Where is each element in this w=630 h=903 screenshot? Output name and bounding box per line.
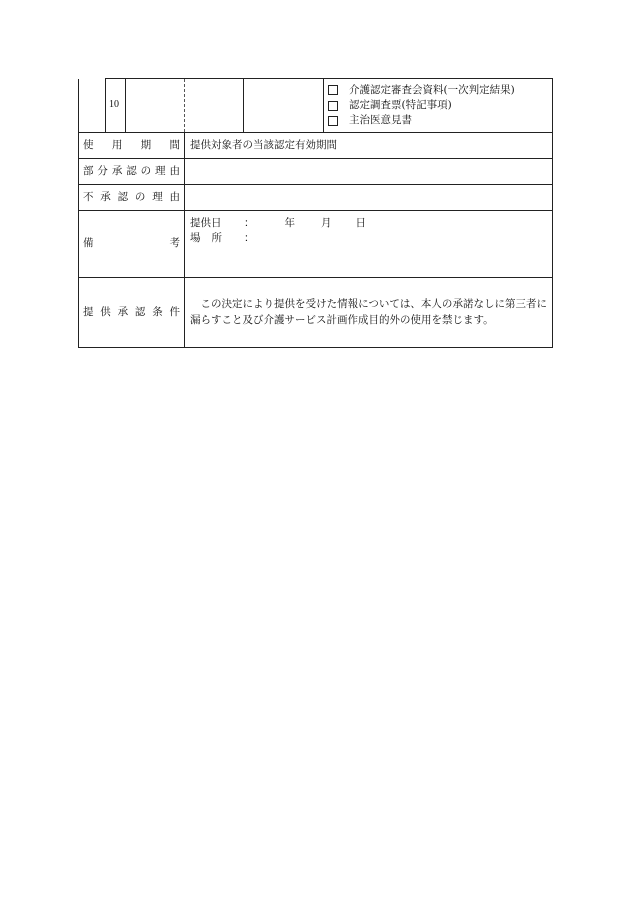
- usage-period-value: 提供対象者の当該認定有効期間: [185, 133, 553, 159]
- disclosure-approval-form: [78, 78, 553, 348]
- document-label: 介護認定審査会資料(一次判定結果): [349, 83, 515, 96]
- partial-approval-reason-value: [185, 159, 553, 185]
- row-approval-conditions: [79, 278, 553, 348]
- row-remarks: [79, 211, 553, 278]
- provision-date-label: 提供日: [190, 217, 222, 229]
- row-partial-approval-reason: [79, 159, 553, 185]
- row-number: 10: [106, 79, 126, 133]
- row-non-approval-reason: [79, 185, 553, 211]
- place-line: [190, 231, 547, 246]
- checkbox-icon: [328, 116, 338, 126]
- document-label: 認定調査票(特記事項): [349, 98, 452, 111]
- checkbox-icon: [328, 85, 338, 95]
- partial-approval-reason-label: 部 分 承 認 の 理 由: [79, 159, 185, 185]
- date-month: 月: [321, 217, 332, 229]
- row-cell-a: [126, 79, 185, 133]
- place-label: 場 所: [190, 232, 222, 245]
- document-item: [328, 98, 548, 113]
- remarks-value: [185, 211, 553, 278]
- row-cell-c: [244, 79, 324, 133]
- row-usage-period: [79, 133, 553, 159]
- checkbox-icon: [328, 101, 338, 111]
- document-label: 主治医意見書: [349, 114, 412, 127]
- document-item: [328, 83, 548, 98]
- usage-period-label: 使 用 期 間: [79, 133, 185, 159]
- date-day: 日: [355, 217, 366, 229]
- provision-date-line: [190, 216, 547, 231]
- approval-conditions-value: [185, 278, 553, 348]
- place-colon: ：: [244, 232, 255, 245]
- document-item: [328, 113, 548, 128]
- non-approval-reason-value: [185, 185, 553, 211]
- document-checklist: [324, 79, 553, 133]
- approval-conditions-label: 提 供 承 認 条 件: [79, 278, 185, 348]
- approval-conditions-text: この決定により提供を受けた情報については、本人の承諾なしに第三者に漏らすこと及び介護サービス計画作成目的外の使用を禁じます。: [190, 298, 547, 326]
- row-cell-b: [185, 79, 244, 133]
- remarks-label: 備 考: [79, 211, 185, 278]
- row-item-10: [79, 79, 553, 133]
- row-gutter-cell: [79, 79, 106, 133]
- provision-date-colon: ：: [244, 217, 255, 229]
- date-year: 年: [284, 217, 295, 229]
- non-approval-reason-label: 不 承 認 の 理 由: [79, 185, 185, 211]
